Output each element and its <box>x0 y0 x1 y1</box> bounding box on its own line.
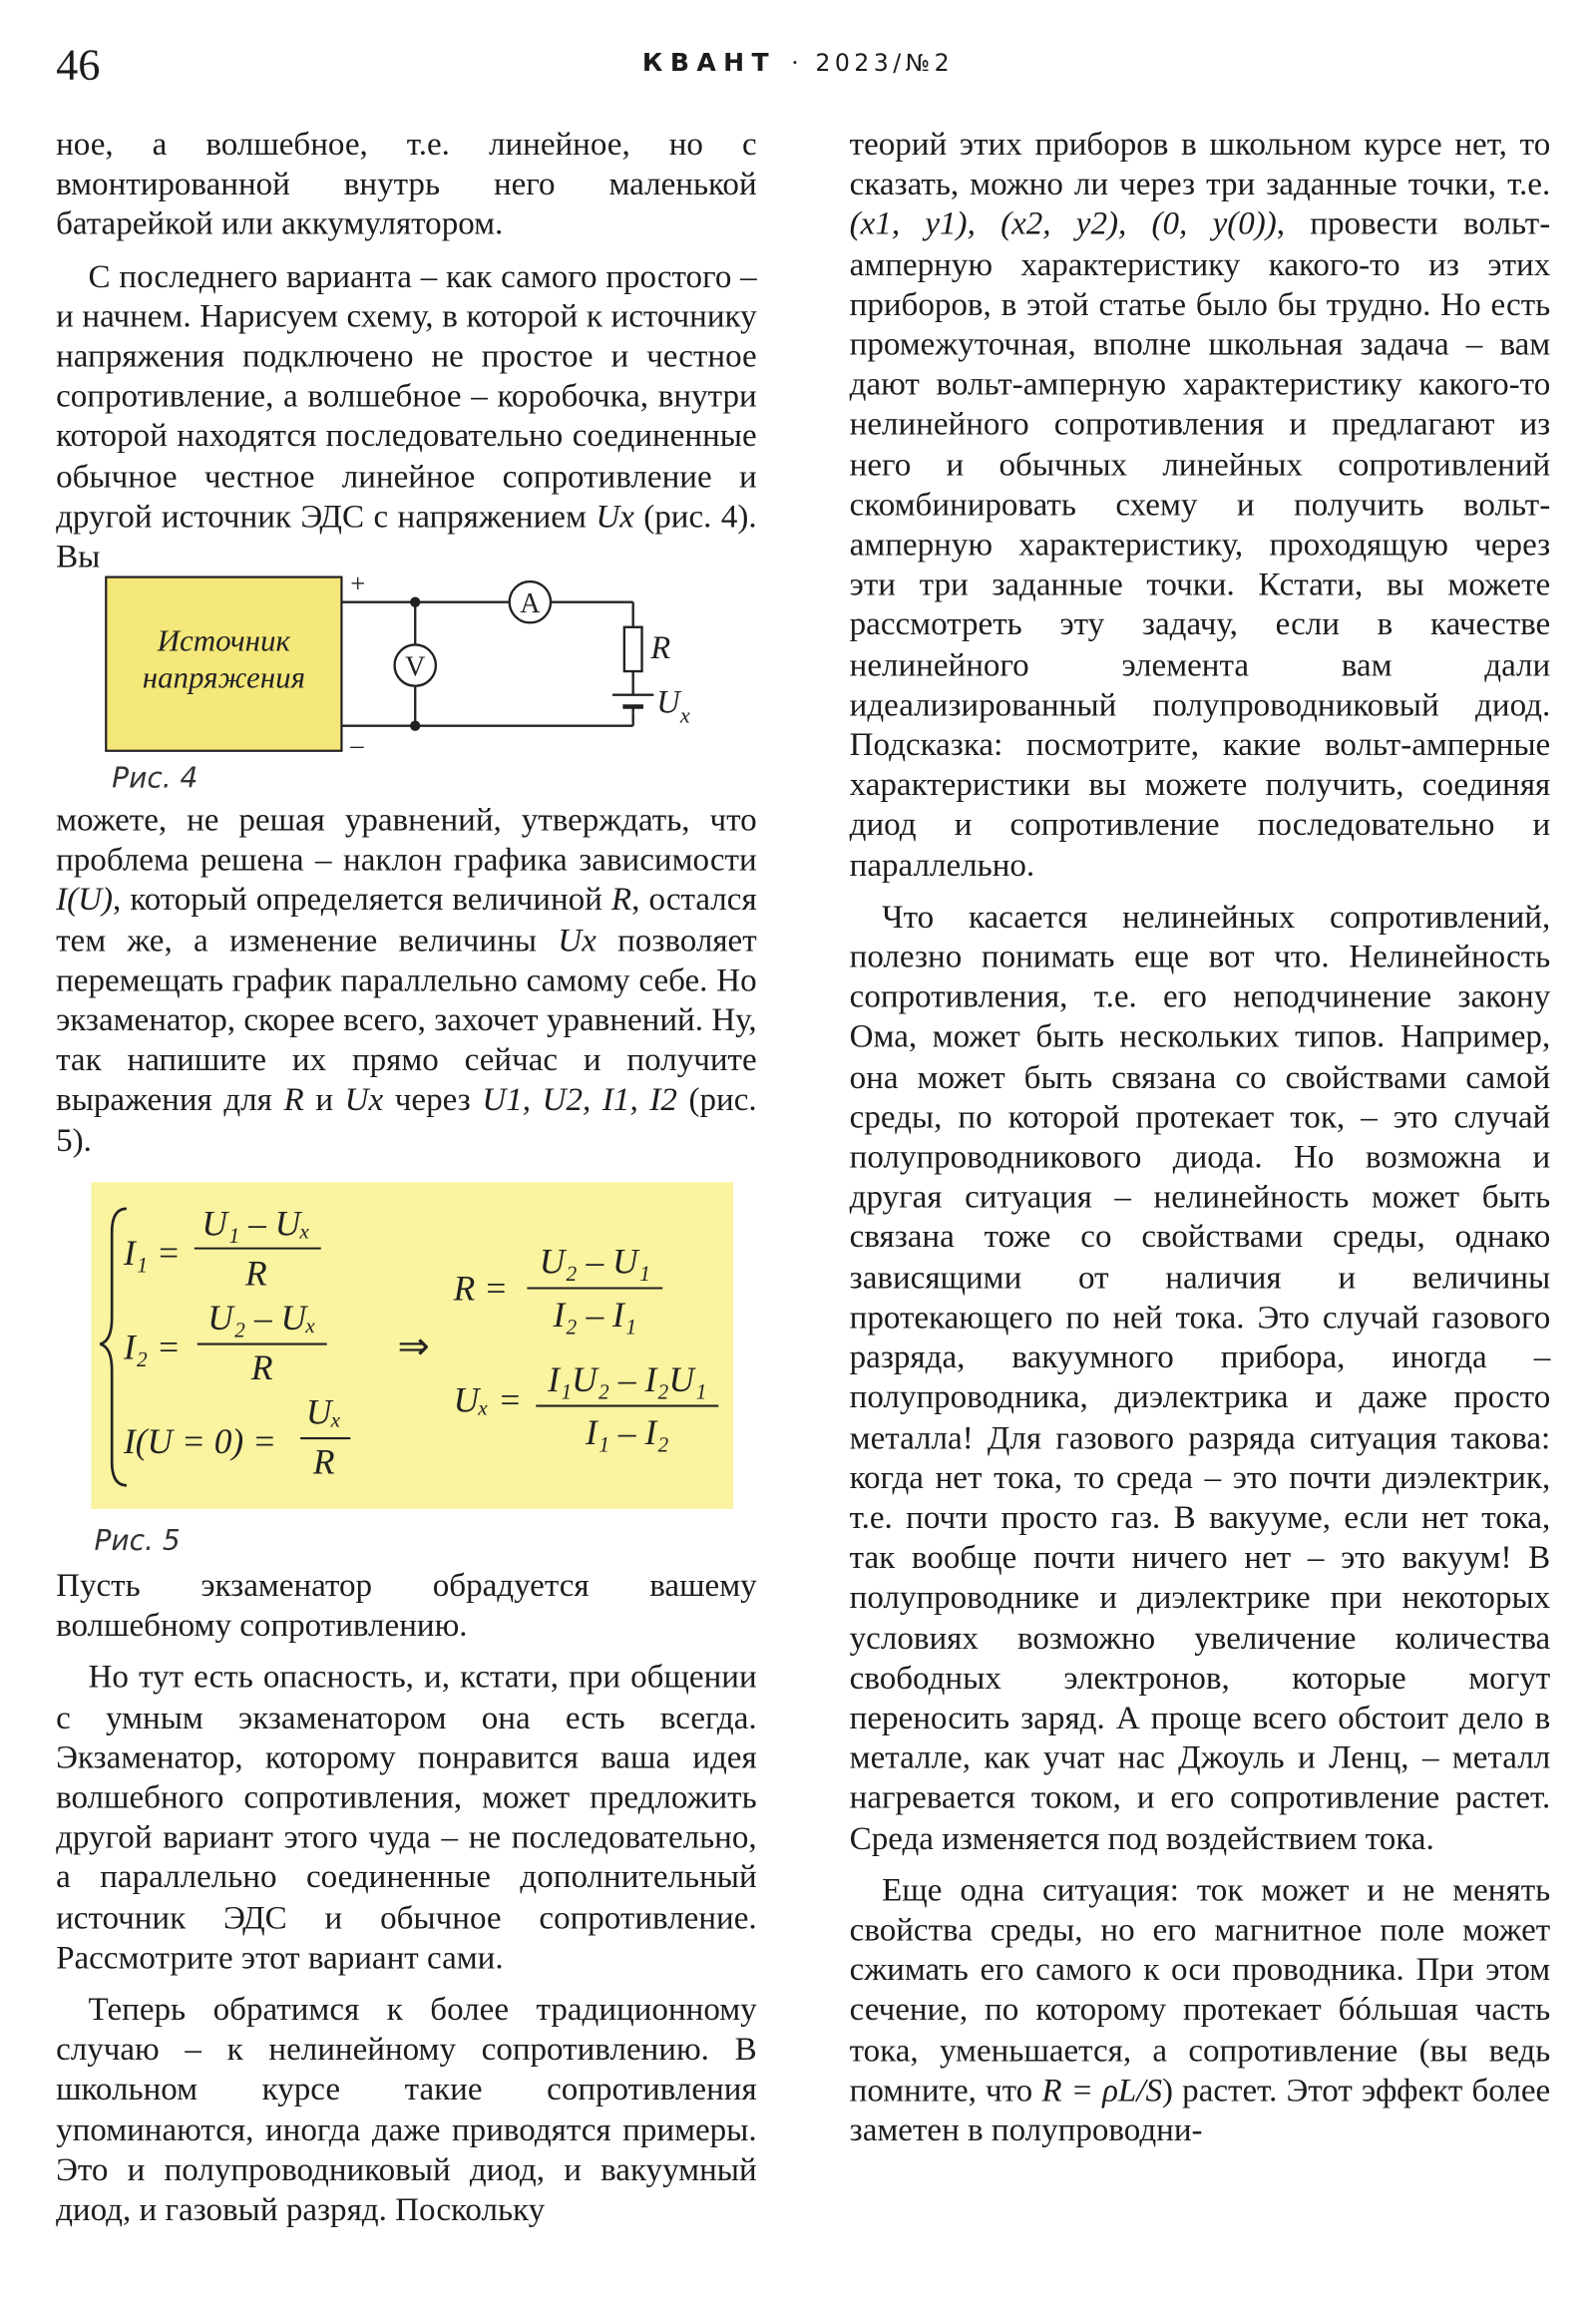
eq1-lhs: I₁ = <box>123 1232 181 1273</box>
math-points: (x1, y1), (x2, y2), (0, y(0)) <box>849 204 1277 242</box>
svg-text:x: x <box>679 702 690 728</box>
left-brace <box>100 1209 127 1485</box>
header-separator: · <box>790 48 801 77</box>
source-label-line1: Источник <box>157 622 291 658</box>
left-column-top <box>56 124 757 575</box>
left-column-middle <box>56 799 757 1159</box>
implies-arrow: ⇒ <box>397 1326 430 1368</box>
figure-4-circuit <box>94 560 756 766</box>
paragraph: Что касается нелинейных сопротивлений, полезно понимать еще вот что. Нелинейность сопротивления, т.е. его неподчинение закону Ома, может быть нескольких типов. Например, она может быть связана со свойствами самой среды, по которой протекает ток, – это случай полупроводникового диода. Но возможна и другая ситуация – нелинейность может быть связана тоже со свойствами среды, однако зависящими от наличия и величины протекающего по ней тока. Это случай газового разряда, вакуумного прибора, иногда – полупроводника, диэлектрика и даже просто металла! Для газового разряда ситуация такова: когда нет тока, то среда – это почти диэлектрик, т.е. почти просто газ. В вакууме, если нет тока, так вообще почти ничего нет – это вакуум! В полупроводнике и диэлектрике при некоторых условиях возможно увеличение количества свободных электронов, которые могут переносить заряд. А проще всего обстоит дело в металле, как учат нас Джоуль и Ленц, – металл нагревается током, и его сопротивление растет. Среда изменяется под воздействием тока. <box>849 898 1551 1856</box>
math-vars: U1, U2, I1, I2 <box>482 1081 677 1118</box>
figure-4-caption: Рис. 4 <box>112 762 199 796</box>
eq3-denominator: R <box>312 1441 335 1482</box>
paragraph: можете, не решая уравнений, утверждать, что проблема решена – наклон графика зависимости I(U), который определяется величиной R, остался тем же, а изменение величины Ux позволяет перемещать график параллельно самому себе. Но экзаменатор, скорее всего, захочет уравнений. Ну, так напишите их прямо сейчас и получите выражения для R и Ux через U1, U2, I1, I2 (рис. 5). <box>56 800 757 1159</box>
paragraph: Теперь обратимся к более традиционному случаю – к нелинейному сопротивлению. В школьном курсе такие сопротивления упоминаются, иногда даже приводятся примеры. Это и полупроводниковый диод, и вакуумный диод, и газовый разряд. Поскольку <box>56 1990 757 2228</box>
minus-terminal: – <box>350 729 364 760</box>
res1-denominator: I₂ – I₁ <box>553 1294 637 1335</box>
figure-5-caption: Рис. 5 <box>94 1525 181 1558</box>
res1-numerator: U₂ – U₁ <box>539 1241 650 1282</box>
figure-5-equations <box>92 1182 734 1509</box>
math-ux: Ux <box>596 497 634 535</box>
res1-lhs: R = <box>453 1268 508 1309</box>
math-iu: I(U) <box>56 881 113 919</box>
eq2-denominator: R <box>250 1347 273 1388</box>
res2-lhs: Uₓ = <box>453 1379 522 1420</box>
paragraph: Еще одна ситуация: ток может и не менять свойства среды, но его магнитное поле может сжимать его самого к оси проводника. При этом сечение, по которому протекает бóльшая часть тока, уменьшается, а сопротивление (вы ведь помните, что R = ρL/S) растет. Этот эффект более заметен в полупроводни- <box>849 1870 1551 2148</box>
math-rho-formula: R = ρL/S <box>1041 2071 1163 2108</box>
res2-numerator: I₁U₂ – I₂U₁ <box>548 1358 707 1399</box>
svg-text:A: A <box>520 588 541 620</box>
plus-terminal: + <box>350 568 366 598</box>
svg-text:R: R <box>650 629 671 666</box>
equation-system <box>92 1182 734 1509</box>
eq3-lhs: I(U = 0) = <box>123 1420 276 1461</box>
running-header <box>0 49 1596 79</box>
resistor <box>624 627 642 671</box>
issue-number: 2023/№2 <box>815 48 955 77</box>
math-ux: Ux <box>558 921 597 958</box>
paragraph: Пусть экзаменатор обрадуется вашему волшебному сопротивлению. <box>56 1566 757 1644</box>
page-number: 46 <box>56 41 101 91</box>
math-r: R <box>610 881 632 919</box>
eq2-numerator: U₂ – Uₓ <box>207 1297 317 1338</box>
eq2-lhs: I₂ = <box>123 1327 181 1367</box>
paragraph: ное, а волшебное, т.е. линейное, но с вмонтированной внутрь него маленькой батарейкой или аккумулятором. <box>56 125 757 242</box>
paragraph: теорий этих приборов в школьном курсе нет, то сказать, можно ли через три заданные точки, т.е. (x1, y1), (x2, y2), (0, y(0)), провести вольт-амперную характеристику какого-то из этих приборов, в этой статье было бы трудно. Но есть промежуточная, вполне школьная задача – вам дают вольт-амперную характеристику какого-то нелинейного сопротивления и предлагают из него и обычных линейных сопротивлений скомбинировать схему и получить вольт-амперную характеристику, проходящую через эти три заданные точки. Кстати, вы можете рассмотреть эту задачу, если в качестве нелинейного элемента вам дали идеализированный полупроводниковый диод. Подсказка: посмотрите, какие вольт-амперные характеристики вы можете получить, соединяя диод и сопротивление последовательно и параллельно. <box>849 125 1551 884</box>
right-column <box>850 124 1551 2149</box>
eq1-numerator: U₁ – Uₓ <box>201 1203 311 1244</box>
math-r: R <box>283 1081 304 1118</box>
svg-text:V: V <box>405 651 426 683</box>
eq1-denominator: R <box>245 1253 267 1294</box>
svg-text:U: U <box>656 684 680 721</box>
paragraph: С последнего варианта – как самого простого – и начнем. Нарисуем схему, в которой к источнику напряжения подключено не простое и честное сопротивление, а волшебное – коробочка, внутри которой находятся последовательно соединенные обычное честное линейное сопротивление и другой источник ЭДС с напряжением Ux (рис. 4). Вы <box>56 256 757 574</box>
eq3-numerator: Uₓ <box>305 1391 342 1432</box>
left-column-bottom <box>56 1565 757 2229</box>
magazine-title: КВАНТ <box>641 48 777 79</box>
source-label-line2: напряжения <box>142 659 305 695</box>
res2-denominator: I₁ – I₂ <box>585 1411 669 1452</box>
paragraph: Но тут есть опасность, и, кстати, при общении с умным экзаменатором она есть всегда. Экзаменатор, которому понравится ваша идея волшебного сопротивления, может предложить другой вариант этого чуда – не последовательно, а параллельно соединенные дополнительный источник ЭДС и обычное сопротивление. Рассмотрите этот вариант сами. <box>56 1658 757 1976</box>
math-ux: Ux <box>344 1081 384 1118</box>
